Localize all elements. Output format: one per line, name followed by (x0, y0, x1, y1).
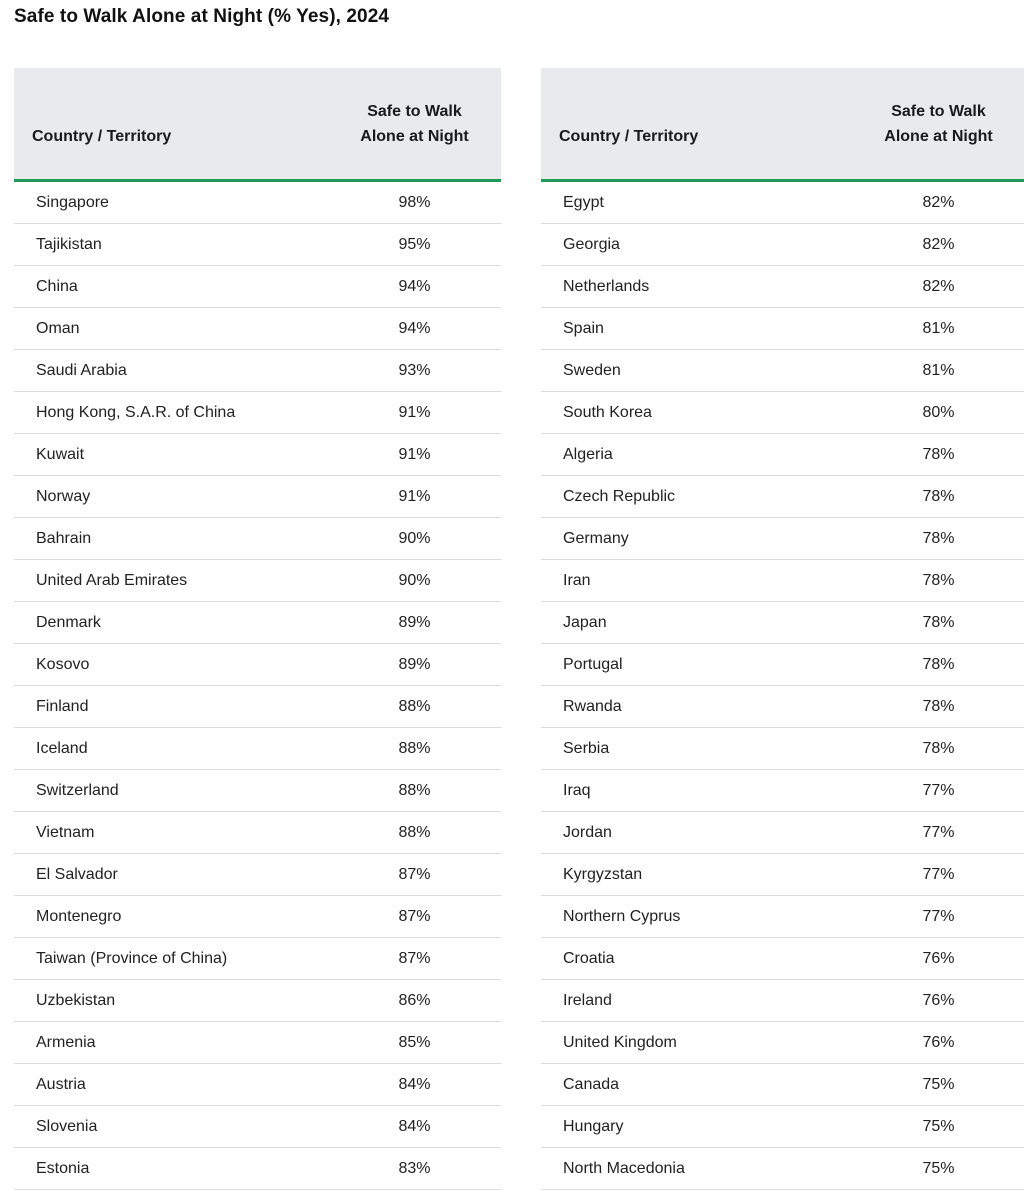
country-cell: Austria (14, 1064, 334, 1106)
percent-cell: 81% (859, 308, 1024, 350)
country-cell: Kuwait (14, 434, 334, 476)
country-cell: China (14, 266, 334, 308)
table-row (14, 1064, 501, 1106)
percent-cell: 89% (334, 602, 501, 644)
country-cell: Egypt (541, 181, 859, 224)
country-cell: Iran (541, 560, 859, 602)
country-cell: Taiwan (Province of China) (14, 938, 334, 980)
percent-cell: 83% (334, 1148, 501, 1190)
percent-cell: 84% (334, 1064, 501, 1106)
percent-cell: 87% (334, 938, 501, 980)
table-row (14, 476, 501, 518)
table-row (541, 224, 1024, 266)
table-row (14, 1106, 501, 1148)
table-row (541, 1064, 1024, 1106)
table-row (541, 560, 1024, 602)
percent-cell: 76% (859, 980, 1024, 1022)
country-cell: Vietnam (14, 812, 334, 854)
country-cell: Uzbekistan (14, 980, 334, 1022)
safety-table-right (541, 68, 1024, 1190)
percent-cell: 93% (334, 350, 501, 392)
table-row (541, 812, 1024, 854)
table-row (14, 770, 501, 812)
percent-cell: 77% (859, 896, 1024, 938)
percent-cell: 78% (859, 686, 1024, 728)
header-line-2: Alone at Night (360, 127, 469, 145)
percent-cell: 77% (859, 770, 1024, 812)
table-row (14, 308, 501, 350)
table-row (14, 434, 501, 476)
percent-cell: 91% (334, 434, 501, 476)
percent-cell: 94% (334, 308, 501, 350)
table-row (541, 308, 1024, 350)
percent-cell: 85% (334, 1022, 501, 1064)
table-row (541, 392, 1024, 434)
country-cell: Estonia (14, 1148, 334, 1190)
table-row (14, 560, 501, 602)
percent-cell: 75% (859, 1064, 1024, 1106)
country-cell: Montenegro (14, 896, 334, 938)
column-header-safe-to-walk (859, 68, 1024, 181)
country-cell: Slovenia (14, 1106, 334, 1148)
percent-cell: 82% (859, 266, 1024, 308)
percent-cell: 87% (334, 854, 501, 896)
country-cell: Denmark (14, 602, 334, 644)
header-line-2: Alone at Night (884, 127, 993, 145)
percent-cell: 94% (334, 266, 501, 308)
country-cell: Serbia (541, 728, 859, 770)
table-row (541, 350, 1024, 392)
table-row (14, 181, 501, 224)
table-row (541, 518, 1024, 560)
table-row (541, 476, 1024, 518)
percent-cell: 82% (859, 224, 1024, 266)
country-cell: Portugal (541, 644, 859, 686)
percent-cell: 76% (859, 938, 1024, 980)
table-row (14, 1022, 501, 1064)
table-row (541, 896, 1024, 938)
country-cell: Algeria (541, 434, 859, 476)
percent-cell: 86% (334, 980, 501, 1022)
country-cell: Germany (541, 518, 859, 560)
percent-cell: 89% (334, 644, 501, 686)
percent-cell: 80% (859, 392, 1024, 434)
country-cell: Netherlands (541, 266, 859, 308)
country-cell: United Kingdom (541, 1022, 859, 1064)
table-row (541, 1106, 1024, 1148)
table-row (14, 266, 501, 308)
country-cell: Croatia (541, 938, 859, 980)
country-cell: Kosovo (14, 644, 334, 686)
table-row (541, 938, 1024, 980)
percent-cell: 78% (859, 434, 1024, 476)
country-cell: Rwanda (541, 686, 859, 728)
country-cell: North Macedonia (541, 1148, 859, 1190)
country-cell: Saudi Arabia (14, 350, 334, 392)
table-row (541, 434, 1024, 476)
country-cell: Hong Kong, S.A.R. of China (14, 392, 334, 434)
table-row (14, 350, 501, 392)
country-cell: Singapore (14, 181, 334, 224)
table-row (14, 980, 501, 1022)
country-cell: Iceland (14, 728, 334, 770)
table-row (541, 770, 1024, 812)
table-row (541, 854, 1024, 896)
table-row (14, 728, 501, 770)
country-cell: Iraq (541, 770, 859, 812)
country-cell: Northern Cyprus (541, 896, 859, 938)
country-cell: Spain (541, 308, 859, 350)
table-row (14, 392, 501, 434)
table-row (14, 518, 501, 560)
percent-cell: 84% (334, 1106, 501, 1148)
column-header-country: Country / Territory (14, 68, 334, 181)
percent-cell: 76% (859, 1022, 1024, 1064)
percent-cell: 88% (334, 812, 501, 854)
country-cell: Bahrain (14, 518, 334, 560)
table-row (14, 812, 501, 854)
percent-cell: 77% (859, 812, 1024, 854)
country-cell: South Korea (541, 392, 859, 434)
column-header-safe-to-walk (334, 68, 501, 181)
percent-cell: 88% (334, 770, 501, 812)
country-cell: Czech Republic (541, 476, 859, 518)
percent-cell: 81% (859, 350, 1024, 392)
percent-cell: 91% (334, 392, 501, 434)
table-row (541, 1022, 1024, 1064)
table-row (541, 1148, 1024, 1190)
percent-cell: 82% (859, 181, 1024, 224)
table-row (541, 602, 1024, 644)
country-cell: Japan (541, 602, 859, 644)
country-cell: El Salvador (14, 854, 334, 896)
country-cell: Oman (14, 308, 334, 350)
percent-cell: 90% (334, 518, 501, 560)
percent-cell: 78% (859, 518, 1024, 560)
table-row (541, 266, 1024, 308)
country-cell: Ireland (541, 980, 859, 1022)
percent-cell: 88% (334, 686, 501, 728)
country-cell: Norway (14, 476, 334, 518)
header-line-1: Safe to Walk (891, 102, 986, 120)
table-row (14, 686, 501, 728)
country-cell: Switzerland (14, 770, 334, 812)
percent-cell: 91% (334, 476, 501, 518)
table-row (14, 602, 501, 644)
percent-cell: 77% (859, 854, 1024, 896)
percent-cell: 88% (334, 728, 501, 770)
percent-cell: 87% (334, 896, 501, 938)
percent-cell: 78% (859, 602, 1024, 644)
percent-cell: 75% (859, 1106, 1024, 1148)
table-row (14, 644, 501, 686)
percent-cell: 95% (334, 224, 501, 266)
table-header-row (14, 68, 501, 181)
percent-cell: 78% (859, 476, 1024, 518)
table-row (541, 644, 1024, 686)
column-header-country: Country / Territory (541, 68, 859, 181)
table-row (541, 980, 1024, 1022)
table-row (14, 854, 501, 896)
table-row (14, 896, 501, 938)
header-line-1: Safe to Walk (367, 102, 462, 120)
table-row (541, 686, 1024, 728)
table-header-row (541, 68, 1024, 181)
percent-cell: 78% (859, 728, 1024, 770)
table-row (541, 728, 1024, 770)
country-cell: Kyrgyzstan (541, 854, 859, 896)
safety-table-left (14, 68, 501, 1190)
page-title: Safe to Walk Alone at Night (% Yes), 2024 (14, 6, 390, 27)
country-cell: Georgia (541, 224, 859, 266)
country-cell: Finland (14, 686, 334, 728)
country-cell: United Arab Emirates (14, 560, 334, 602)
percent-cell: 78% (859, 644, 1024, 686)
table-row (14, 1148, 501, 1190)
percent-cell: 78% (859, 560, 1024, 602)
country-cell: Sweden (541, 350, 859, 392)
country-cell: Tajikistan (14, 224, 334, 266)
percent-cell: 75% (859, 1148, 1024, 1190)
country-cell: Hungary (541, 1106, 859, 1148)
country-cell: Armenia (14, 1022, 334, 1064)
country-cell: Jordan (541, 812, 859, 854)
table-row (541, 181, 1024, 224)
table-row (14, 224, 501, 266)
percent-cell: 98% (334, 181, 501, 224)
percent-cell: 90% (334, 560, 501, 602)
country-cell: Canada (541, 1064, 859, 1106)
table-row (14, 938, 501, 980)
